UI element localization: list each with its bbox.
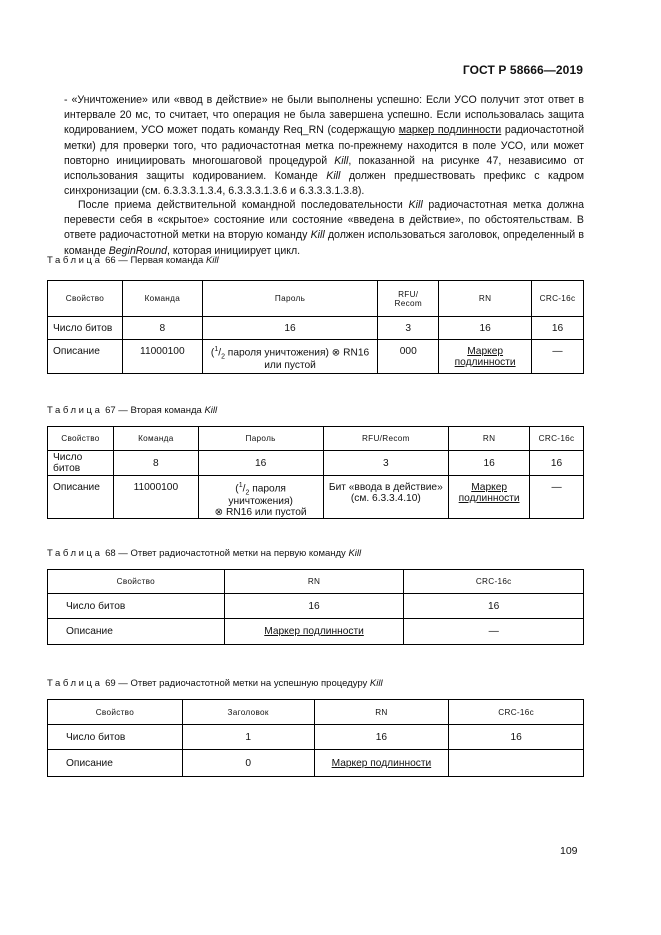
table-row: Описание 11000100 ($^1/_2$ пароля уничтожения) ⊗ RN16 или пустой 000 Маркер подлинности —	[48, 340, 584, 374]
table-row: Число битов 1 16 16	[48, 725, 584, 750]
table-66-caption: Таблица 66 — Первая команда Kill	[47, 255, 219, 266]
table-row: Число битов 8 16 3 16 16	[48, 317, 584, 340]
paragraph-unsuccessful-kill: - «Уничтожение» или «ввод в действие» не были выполнены успешно: Если УСО получит этот ответ в интервале 20 мс, то считает, что операция не была завершена успешно. Если использовалась защита кодированием, УСО может подать команду Req_RN (содержащую маркер подлинности радиочастотной метки) для проверки того, что радиочастотная метка по-прежнему находится в поле УСО, или может повторно инициировать многошаговой процедурой Kill, показанной на рисунке 47, независимо от использования защиты кодированием. Команде Kill должен предшествовать префикс с кадром синхронизации (см. 6.3.3.3.1.3.4, 6.3.3.3.1.3.6 и 6.3.3.3.1.3.8).	[64, 94, 585, 198]
table-68	[47, 569, 584, 645]
table-69-caption: Таблица 69 — Ответ радиочастотной метки на успешную процедуру Kill	[47, 678, 383, 689]
table-67-caption: Таблица 67 — Вторая команда Kill	[47, 405, 218, 416]
table-66	[47, 280, 584, 374]
table-row: Число битов 16 16	[48, 594, 584, 619]
document-id: ГОСТ Р 58666—2019	[462, 63, 583, 77]
table-row: Описание 0 Маркер подлинности	[48, 750, 584, 777]
table-header-row: Свойство Заголовок RN CRC-16c	[48, 700, 584, 725]
page-number: 109	[560, 845, 578, 857]
table-row: Число битов 8 16 3 16 16	[48, 451, 584, 476]
table-67	[47, 426, 584, 519]
table-header-row: Свойство Команда Пароль RFU/Recom RN CRC-16c	[48, 427, 584, 451]
paragraph-kill-sequence: После приема действительной командной последовательности Kill радиочастотная метка должна перевести себя в «скрытое» состояние или состояние «введена в действие», по обстоятельствам. В ответе радиочастотной метки на вторую команду Kill должен использоваться заголовок, определенный в команде BeginRound, которая инициирует цикл.	[64, 199, 585, 257]
table-69	[47, 699, 584, 777]
table-68-caption: Таблица 68 — Ответ радиочастотной метки на первую команду Kill	[47, 548, 362, 559]
auth-marker-link: маркер подлинности	[398, 124, 502, 137]
table-header-row: Свойство RN CRC-16c	[48, 570, 584, 594]
table-row: Описание 11000100 ($^1/_2$ пароля уничтожения) ⊗ RN16 или пустой Бит «ввода в действие» (см. 6.3.3.4.10) Маркер подлинности —	[48, 476, 584, 519]
table-header-row: Свойство Команда Пароль RFU/ Recom RN CRC-16c	[48, 281, 584, 317]
table-row: Описание Маркер подлинности —	[48, 619, 584, 645]
